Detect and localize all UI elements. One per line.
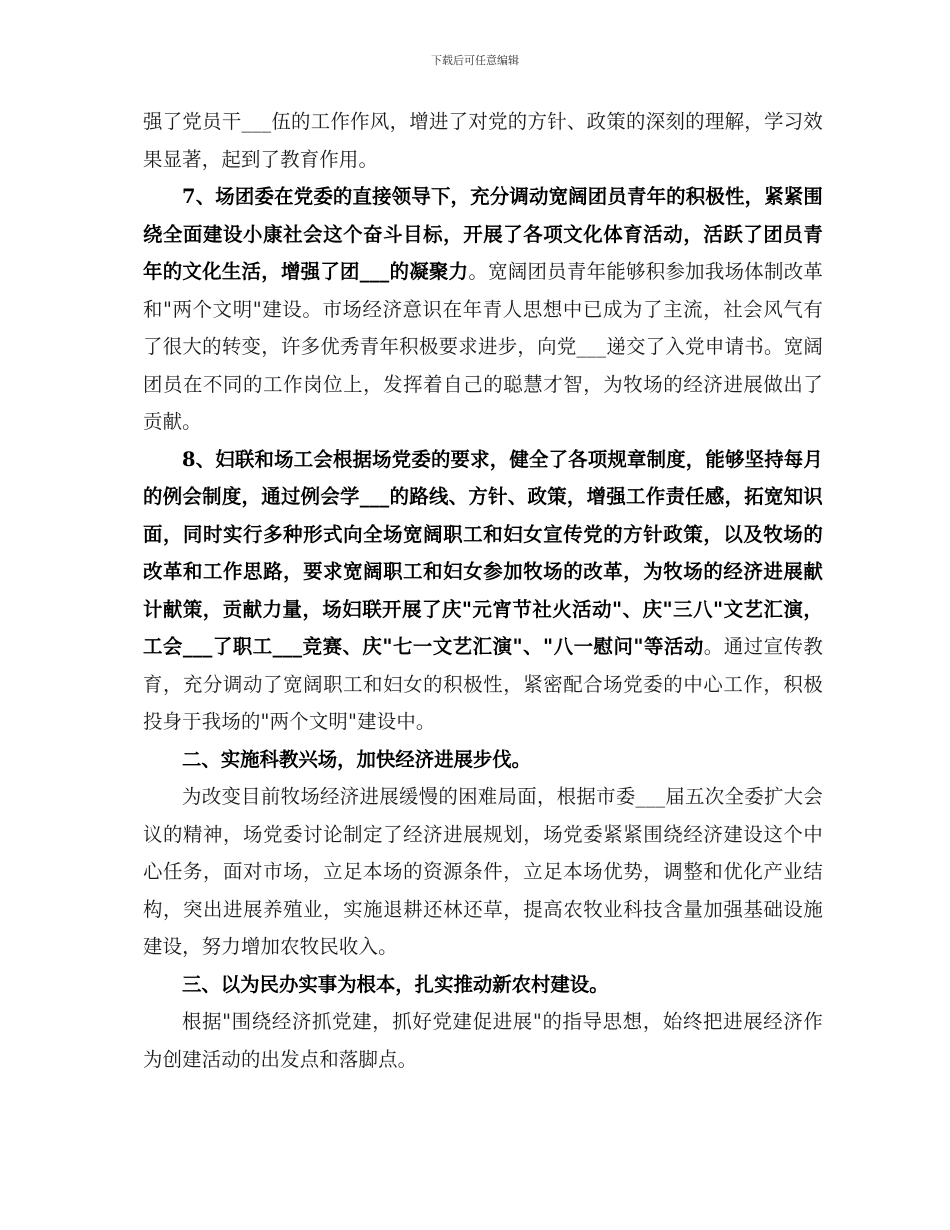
section-heading-2: 二、实施科教兴场，加快经济进展步伐。: [182, 747, 532, 771]
paragraph-item-8-text: 。通过宣传教育，充分调动了宽阔职工和妇女的积极性，紧密配合场党委的中心工作，积极投身于我场的"两个文明"建设中。: [143, 635, 823, 733]
document-body: [143, 103, 823, 1078]
paragraph-continuation: 强了党员干___伍的工作作风，增进了对党的方针、政策的深刻的理解，学习效果显著，起到了教育作用。: [143, 110, 823, 171]
paragraph-item-8: [143, 441, 823, 741]
paragraph-section-3: 根据"围绕经济抓党建，抓好党建促进展"的指导思想，始终把进展经济作为创建活动的出发点和落脚点。: [143, 1010, 823, 1071]
paragraph-section-2: 为改变目前牧场经济进展缓慢的困难局面，根据市委___届五次全委扩大会议的精神，场党委讨论制定了经济进展规划，场党委紧紧围绕经济建设这个中心任务，面对市场，立足本场的资源条件，立足本场优势，调整和优化产业结构，突出进展养殖业，实施退耕还林还草，提高农牧业科技含量加强基础设施建设，努力增加农牧民收入。: [143, 785, 823, 958]
page-header: 下载后可任意编辑: [431, 54, 519, 67]
paragraph-item-7: [143, 178, 823, 441]
section-heading-3: 三、以为民办实事为根本，扎实推动新农村建设。: [182, 972, 609, 996]
paragraph-item-7-bold: 7、场团委在党委的直接领导下，充分调动宽阔团员青年的积极性，紧紧围绕全面建设小康社会这个奋斗目标，开展了各项文化体育活动，活跃了团员青年的文化生活，增强了团___的凝聚力: [143, 185, 823, 283]
paragraph-item-8-bold: 8、妇联和场工会根据场党委的要求，健全了各项规章制度，能够坚持每月的例会制度，通过例会学___的路线、方针、政策，增强工作责任感，拓宽知识面，同时实行多种形式向全场宽阔职工和妇女宣传党的方针政策，以及牧场的改革和工作思路，要求宽阔职工和妇女参加牧场的改革，为牧场的经济进展献计献策，贡献力量，场妇联开展了庆"元宵节社火活动"、庆"三八"文艺汇演，工会___了职工___竞赛、庆"七一文艺汇演"、"八一慰问"等活动: [143, 447, 823, 658]
paragraph-item-7-text: 。宽阔团员青年能够积参加我场体制改革和"两个文明"建设。市场经济意识在年青人思想中已成为了主流，社会风气有了很大的转变，许多优秀青年积极要求进步，向党___递交了入党申请书。宽阔团员在不同的工作岗位上，发挥着自己的聪慧才智，为牧场的经济进展做出了贡献。: [143, 260, 824, 433]
